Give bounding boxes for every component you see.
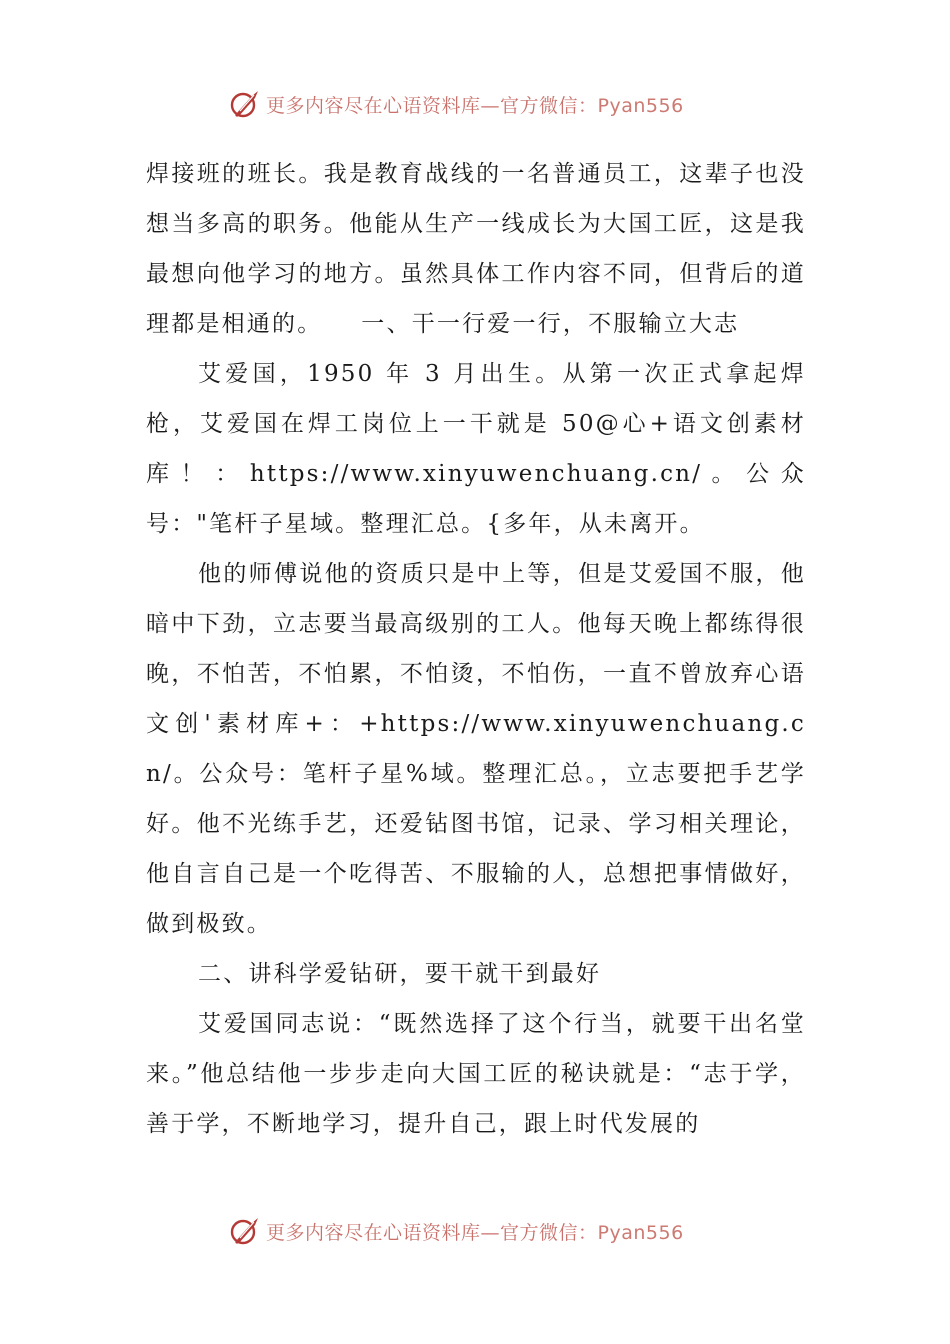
header-banner-text — [266, 91, 684, 118]
paragraph: 他的师傅说他的资质只是中上等，但是艾爱国不服，他暗中下劲，立志要当最高级别的工人。他每天晚上都练得很晚，不怕苦，不怕累，不怕烫，不怕伤，一直不曾放弃心语文创'素材库+：+https://www.xinyuwenchuang.cn/。公众号：笔杆子星%域。整理汇总。，立志要把手艺学好。他不光练手艺，还爱钻图书馆，记录、学习相关理论，他自言自己是一个吃得苦、不服输的人，总想把事情做好，做到极致。 — [146, 561, 806, 937]
header-banner-label: 更多内容尽在心语资料库—官方微信： — [266, 94, 598, 117]
header-wechat-handle: Pyan556 — [597, 94, 684, 117]
paragraph: 艾爱国，1950 年 3 月出生。从第一次正式拿起焊枪，艾爱国在焊工岗位上一干就是 50@心+语文创素材库！：https://www.xinyuwenchuang.cn/。公众号："笔杆子星域。整理汇总。{多年，从未离开。 — [146, 361, 806, 537]
paragraph: 艾爱国同志说：“既然选择了这个行当，就要干出名堂来。”他总结他一步步走向大国工匠的秘诀就是：“志于学，善于学，不断地学习，提升自己，跟上时代发展的 — [146, 1011, 806, 1137]
quill-pen-logo-icon — [228, 1214, 262, 1248]
header-banner — [228, 84, 684, 124]
document-body — [146, 149, 806, 1149]
quill-pen-logo-icon — [228, 87, 262, 121]
footer-banner-label: 更多内容尽在心语资料库—官方微信： — [266, 1221, 598, 1244]
paragraph: 焊接班的班长。我是教育战线的一名普通员工，这辈子也没想当多高的职务。他能从生产一线成长为大国工匠，这是我最想向他学习的地方。虽然具体工作内容不同，但背后的道理都是相通的。 一、干一行爱一行，不服输立大志 — [146, 161, 806, 337]
footer-banner — [228, 1211, 684, 1251]
footer-banner-text — [266, 1218, 684, 1245]
footer-wechat-handle: Pyan556 — [597, 1221, 684, 1244]
section-heading: 二、讲科学爱钻研，要干就干到最好 — [198, 961, 602, 987]
